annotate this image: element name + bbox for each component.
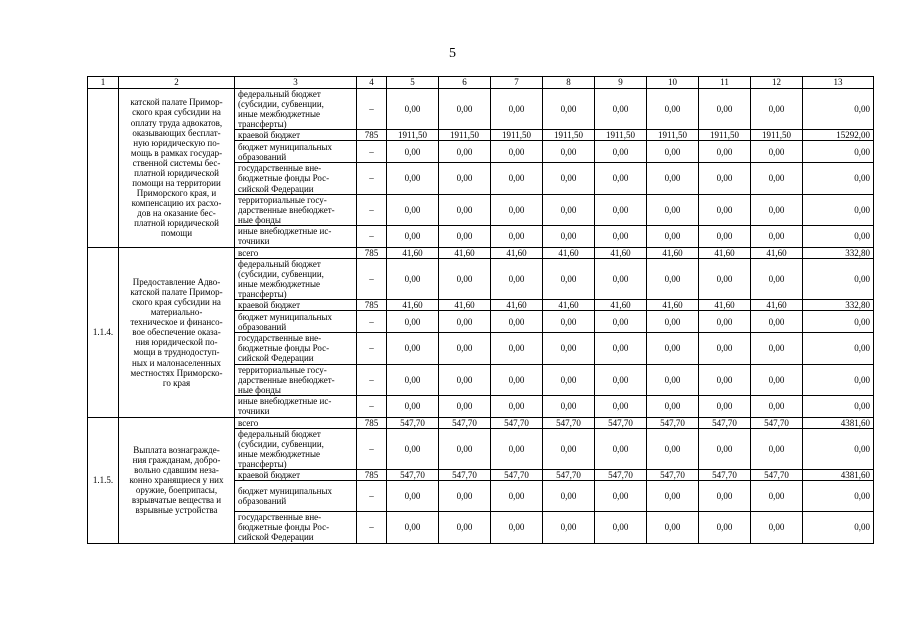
year-value-cell: 0,00 [699,395,751,417]
year-value-cell: 547,70 [491,470,543,481]
year-value-cell: 0,00 [491,258,543,299]
year-value-cell: 1911,50 [751,130,803,141]
year-value-cell: 0,00 [543,163,595,194]
year-value-cell: 547,70 [439,417,491,428]
budget-code-cell: 785 [357,417,387,428]
table-row [88,89,874,130]
year-value-cell: 1911,50 [543,130,595,141]
year-value-cell: 547,70 [595,417,647,428]
budget-code-cell: – [357,258,387,299]
year-value-cell: 0,00 [491,512,543,543]
year-value-cell: 0,00 [387,225,439,247]
year-value-cell: 0,00 [387,311,439,333]
total-value-cell: 0,00 [803,141,874,163]
year-value-cell: 0,00 [647,89,699,130]
budget-code-cell: – [357,395,387,417]
year-value-cell: 0,00 [699,333,751,364]
year-value-cell: 0,00 [647,428,699,469]
year-value-cell: 0,00 [491,481,543,512]
year-value-cell: 0,00 [751,364,803,395]
year-value-cell: 547,70 [647,417,699,428]
year-value-cell: 0,00 [647,141,699,163]
year-value-cell: 1911,50 [439,130,491,141]
year-value-cell: 0,00 [543,225,595,247]
budget-code-cell: – [357,141,387,163]
year-value-cell: 547,70 [387,470,439,481]
year-value-cell: 0,00 [439,89,491,130]
budget-table-body [88,77,874,544]
year-value-cell: 1911,50 [647,130,699,141]
year-value-cell: 547,70 [387,417,439,428]
year-value-cell: 0,00 [387,333,439,364]
funding-source-cell: бюджет муниципальных образований [235,141,357,163]
year-value-cell: 0,00 [595,194,647,225]
total-value-cell: 4381,60 [803,470,874,481]
year-value-cell: 547,70 [751,470,803,481]
column-number-cell: 9 [595,77,647,89]
budget-code-cell: – [357,89,387,130]
total-value-cell: 332,80 [803,247,874,258]
total-value-cell: 0,00 [803,395,874,417]
year-value-cell: 0,00 [543,141,595,163]
funding-source-cell: всего [235,417,357,428]
year-value-cell: 0,00 [595,163,647,194]
year-value-cell: 0,00 [647,311,699,333]
year-value-cell: 0,00 [491,225,543,247]
column-number-row [88,77,874,89]
budget-code-cell: – [357,163,387,194]
funding-source-cell: государственные вне- бюджетные фонды Рос- сийской Федерации [235,163,357,194]
year-value-cell: 0,00 [699,258,751,299]
column-number-cell: 1 [88,77,119,89]
year-value-cell: 0,00 [491,333,543,364]
column-number-cell: 11 [699,77,751,89]
year-value-cell: 0,00 [751,395,803,417]
column-number-cell: 4 [357,77,387,89]
total-value-cell: 15292,00 [803,130,874,141]
year-value-cell: 0,00 [647,258,699,299]
year-value-cell: 0,00 [699,481,751,512]
year-value-cell: 0,00 [543,258,595,299]
year-value-cell: 41,60 [439,300,491,311]
year-value-cell: 0,00 [595,311,647,333]
column-number-cell: 12 [751,77,803,89]
year-value-cell: 41,60 [439,247,491,258]
year-value-cell: 0,00 [595,512,647,543]
year-value-cell: 0,00 [387,258,439,299]
year-value-cell: 41,60 [647,247,699,258]
year-value-cell: 0,00 [751,311,803,333]
column-number-cell: 13 [803,77,874,89]
funding-source-cell: федеральный бюджет (субсидии, субвенции, иные межбюджетные трансферты) [235,258,357,299]
year-value-cell: 0,00 [543,428,595,469]
year-value-cell: 0,00 [439,258,491,299]
year-value-cell: 0,00 [751,194,803,225]
year-value-cell: 0,00 [491,194,543,225]
total-value-cell: 0,00 [803,311,874,333]
year-value-cell: 0,00 [595,333,647,364]
budget-code-cell: – [357,364,387,395]
year-value-cell: 0,00 [751,258,803,299]
year-value-cell: 0,00 [387,163,439,194]
year-value-cell: 547,70 [699,417,751,428]
funding-source-cell: федеральный бюджет (субсидии, субвенции, иные межбюджетные трансферты) [235,89,357,130]
year-value-cell: 1911,50 [491,130,543,141]
year-value-cell: 0,00 [387,481,439,512]
funding-source-cell: краевой бюджет [235,300,357,311]
year-value-cell: 41,60 [387,247,439,258]
column-number-cell: 3 [235,77,357,89]
funding-source-cell: краевой бюджет [235,470,357,481]
column-number-cell: 2 [119,77,235,89]
total-value-cell: 332,80 [803,300,874,311]
year-value-cell: 0,00 [699,194,751,225]
year-value-cell: 1911,50 [699,130,751,141]
item-number-cell: 1.1.4. [88,247,119,417]
year-value-cell: 41,60 [595,300,647,311]
year-value-cell: 0,00 [439,225,491,247]
funding-source-cell: территориальные госу- дарственные внебюджет- ные фонды [235,364,357,395]
year-value-cell: 0,00 [647,333,699,364]
year-value-cell: 0,00 [543,194,595,225]
year-value-cell: 0,00 [439,141,491,163]
year-value-cell: 0,00 [491,395,543,417]
year-value-cell: 547,70 [543,470,595,481]
total-value-cell: 0,00 [803,333,874,364]
year-value-cell: 0,00 [543,512,595,543]
column-number-cell: 7 [491,77,543,89]
year-value-cell: 0,00 [751,163,803,194]
total-value-cell: 0,00 [803,364,874,395]
year-value-cell: 41,60 [751,247,803,258]
year-value-cell: 0,00 [751,333,803,364]
total-value-cell: 0,00 [803,163,874,194]
budget-code-cell: – [357,225,387,247]
year-value-cell: 0,00 [439,428,491,469]
budget-code-cell: – [357,428,387,469]
year-value-cell: 0,00 [387,512,439,543]
budget-code-cell: 785 [357,247,387,258]
year-value-cell: 547,70 [439,470,491,481]
year-value-cell: 0,00 [439,311,491,333]
year-value-cell: 0,00 [751,512,803,543]
year-value-cell: 547,70 [699,470,751,481]
year-value-cell: 0,00 [543,311,595,333]
column-number-cell: 10 [647,77,699,89]
year-value-cell: 1911,50 [387,130,439,141]
year-value-cell: 41,60 [491,247,543,258]
year-value-cell: 0,00 [699,225,751,247]
year-value-cell: 0,00 [595,258,647,299]
total-value-cell: 0,00 [803,512,874,543]
year-value-cell: 0,00 [647,395,699,417]
year-value-cell: 0,00 [699,163,751,194]
total-value-cell: 0,00 [803,89,874,130]
total-value-cell: 0,00 [803,481,874,512]
budget-code-cell: 785 [357,130,387,141]
year-value-cell: 1911,50 [595,130,647,141]
year-value-cell: 0,00 [543,89,595,130]
item-name-cell: Выплата вознагражде- ния гражданам, добро- вольно сдавшим неза- конно хранящиеся у них оружие, боеприпасы, взрывчатые вещества и взрывные устройства [119,417,235,543]
year-value-cell: 0,00 [595,395,647,417]
funding-source-cell: иные внебюджетные ис- точники [235,225,357,247]
year-value-cell: 41,60 [595,247,647,258]
year-value-cell: 0,00 [387,141,439,163]
year-value-cell: 41,60 [543,247,595,258]
year-value-cell: 0,00 [699,89,751,130]
year-value-cell: 0,00 [751,89,803,130]
year-value-cell: 0,00 [491,89,543,130]
budget-code-cell: – [357,194,387,225]
year-value-cell: 0,00 [387,395,439,417]
item-number-cell: 1.1.5. [88,417,119,543]
year-value-cell: 0,00 [647,163,699,194]
table-row [88,417,874,428]
year-value-cell: 0,00 [751,481,803,512]
funding-source-cell: государственные вне- бюджетные фонды Рос- сийской Федерации [235,333,357,364]
budget-code-cell: 785 [357,470,387,481]
funding-source-cell: всего [235,247,357,258]
year-value-cell: 0,00 [647,512,699,543]
year-value-cell: 0,00 [699,141,751,163]
total-value-cell: 0,00 [803,428,874,469]
year-value-cell: 0,00 [439,163,491,194]
funding-source-cell: территориальные госу- дарственные внебюджет- ные фонды [235,194,357,225]
year-value-cell: 0,00 [543,364,595,395]
year-value-cell: 0,00 [543,481,595,512]
year-value-cell: 0,00 [647,364,699,395]
budget-code-cell: – [357,333,387,364]
year-value-cell: 41,60 [491,300,543,311]
year-value-cell: 0,00 [751,141,803,163]
year-value-cell: 0,00 [439,481,491,512]
year-value-cell: 0,00 [647,194,699,225]
column-number-cell: 5 [387,77,439,89]
year-value-cell: 0,00 [439,333,491,364]
year-value-cell: 0,00 [491,163,543,194]
table-row [88,247,874,258]
year-value-cell: 0,00 [439,395,491,417]
year-value-cell: 0,00 [699,428,751,469]
item-name-cell: Предоставление Адво- катской палате Примор- ского края субсидии на материально- техническое и финансо- вое обеспечение оказа- ния юридической по- мощи в труднодоступ- ных и малонаселенных местностях Приморско- го края [119,247,235,417]
year-value-cell: 547,70 [491,417,543,428]
year-value-cell: 41,60 [699,300,751,311]
year-value-cell: 0,00 [699,311,751,333]
year-value-cell: 0,00 [647,481,699,512]
year-value-cell: 0,00 [387,364,439,395]
year-value-cell: 0,00 [491,364,543,395]
budget-table [87,76,874,544]
year-value-cell: 547,70 [595,470,647,481]
year-value-cell: 547,70 [751,417,803,428]
year-value-cell: 0,00 [595,364,647,395]
item-number-cell [88,89,119,248]
year-value-cell: 41,60 [543,300,595,311]
year-value-cell: 0,00 [543,333,595,364]
year-value-cell: 0,00 [491,141,543,163]
funding-source-cell: государственные вне- бюджетные фонды Рос- сийской Федерации [235,512,357,543]
funding-source-cell: иные внебюджетные ис- точники [235,395,357,417]
year-value-cell: 0,00 [699,512,751,543]
budget-code-cell: – [357,512,387,543]
funding-source-cell: федеральный бюджет (субсидии, субвенции, иные межбюджетные трансферты) [235,428,357,469]
year-value-cell: 41,60 [387,300,439,311]
year-value-cell: 41,60 [699,247,751,258]
year-value-cell: 0,00 [595,89,647,130]
year-value-cell: 0,00 [387,428,439,469]
total-value-cell: 0,00 [803,258,874,299]
year-value-cell: 0,00 [387,89,439,130]
year-value-cell: 0,00 [387,194,439,225]
funding-source-cell: бюджет муниципальных образований [235,481,357,512]
funding-source-cell: бюджет муниципальных образований [235,311,357,333]
year-value-cell: 41,60 [751,300,803,311]
year-value-cell: 0,00 [595,141,647,163]
column-number-cell: 6 [439,77,491,89]
budget-code-cell: 785 [357,300,387,311]
year-value-cell: 0,00 [595,225,647,247]
column-number-cell: 8 [543,77,595,89]
year-value-cell: 0,00 [699,364,751,395]
total-value-cell: 0,00 [803,225,874,247]
year-value-cell: 41,60 [647,300,699,311]
year-value-cell: 0,00 [647,225,699,247]
page-number: 5 [449,46,456,61]
year-value-cell: 0,00 [491,428,543,469]
year-value-cell: 0,00 [439,364,491,395]
year-value-cell: 547,70 [543,417,595,428]
budget-code-cell: – [357,481,387,512]
year-value-cell: 0,00 [751,428,803,469]
year-value-cell: 0,00 [491,311,543,333]
year-value-cell: 547,70 [647,470,699,481]
item-name-cell: катской палате Примор- ского края субсидии на оплату труда адвокатов, оказывающих бесплат- ную юридическую по- мощь в рамках государ- ственной системы бес- платной юридической помощи на территории Приморского края, и компенсацию их расхо- дов на оказание бес- платной юридической помощи [119,89,235,248]
total-value-cell: 0,00 [803,194,874,225]
budget-code-cell: – [357,311,387,333]
total-value-cell: 4381,60 [803,417,874,428]
year-value-cell: 0,00 [543,395,595,417]
year-value-cell: 0,00 [595,428,647,469]
year-value-cell: 0,00 [439,194,491,225]
funding-source-cell: краевой бюджет [235,130,357,141]
year-value-cell: 0,00 [751,225,803,247]
year-value-cell: 0,00 [439,512,491,543]
year-value-cell: 0,00 [595,481,647,512]
